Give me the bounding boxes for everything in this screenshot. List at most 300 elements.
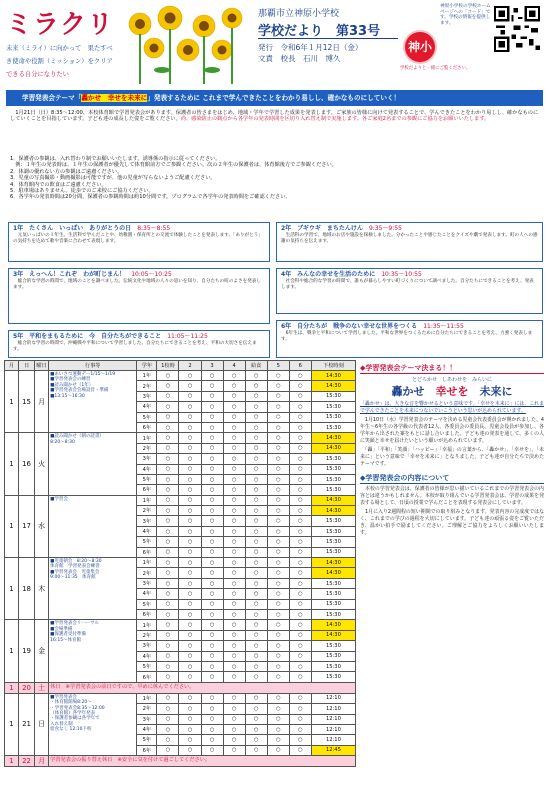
period-mark: ○	[245, 672, 267, 682]
period-mark: ○	[179, 578, 201, 588]
events-cell: ■あいさつ運動デー1/15～1/19 ■学習発表会の練習 ■読み聞かせ（1年） ■学習発表会会場設営・準備 ■13:15～16:30	[49, 371, 137, 433]
period-mark: ○	[245, 381, 267, 391]
period-mark: ○	[201, 422, 223, 432]
period-mark: ○	[289, 506, 311, 516]
period-mark: ○	[179, 620, 201, 630]
dismissal-time-cell: 15:30	[311, 402, 355, 412]
dismissal-time-cell: 15:30	[311, 589, 355, 599]
notice-item: 6．各学年の発表時間は20分間、保護者の参観時間は約10分間です。プログラムで各学年の発表時間をご確認ください。	[10, 194, 291, 201]
period-mark: ○	[289, 568, 311, 578]
period-mark: ○	[245, 714, 267, 724]
dismissal-time-cell: 15:30	[311, 516, 355, 526]
dismissal-time-cell: 15:30	[311, 526, 355, 536]
period-mark: ○	[201, 599, 223, 609]
period-mark: ○	[157, 609, 179, 619]
grade-cell: 2年	[137, 443, 157, 453]
period-mark: ○	[157, 464, 179, 474]
period-mark: ○	[267, 454, 289, 464]
dismissal-time-cell: 14:30	[311, 630, 355, 640]
weekday-cell: 日	[35, 693, 49, 755]
grade-cell: 5年	[137, 599, 157, 609]
period-mark: ○	[201, 620, 223, 630]
period-mark: ○	[267, 516, 289, 526]
period-mark: ○	[201, 661, 223, 671]
dismissal-time-cell: 15:30	[311, 672, 355, 682]
newsletter-title: ミラクリ	[6, 10, 115, 40]
period-mark: ○	[245, 609, 267, 619]
period-mark: ○	[179, 516, 201, 526]
grade-cell: 4年	[137, 724, 157, 734]
period-mark: ○	[245, 516, 267, 526]
dismissal-time-cell: 15:30	[311, 412, 355, 422]
grade-cell: 2年	[137, 630, 157, 640]
period-mark: ○	[179, 433, 201, 443]
grade-cell: 6年	[137, 609, 157, 619]
notice-item: 5．駐車場はありません。徒歩でのご来校にご協力ください。	[10, 188, 154, 195]
column-header: 行事等	[49, 361, 137, 371]
period-mark: ○	[201, 454, 223, 464]
period-mark: ○	[201, 672, 223, 682]
period-mark: ○	[245, 641, 267, 651]
period-mark: ○	[267, 474, 289, 484]
dismissal-time-cell: 15:30	[311, 599, 355, 609]
period-mark: ○	[267, 651, 289, 661]
period-mark: ○	[289, 704, 311, 714]
period-mark: ○	[245, 402, 267, 412]
period-mark: ○	[245, 651, 267, 661]
table-row	[5, 495, 356, 505]
period-mark: ○	[157, 651, 179, 661]
period-mark: ○	[223, 464, 245, 474]
schedule-header-row	[5, 361, 356, 371]
column-header: 月	[5, 361, 19, 371]
period-mark: ○	[267, 526, 289, 536]
period-mark: ○	[223, 391, 245, 401]
period-mark: ○	[201, 485, 223, 495]
period-mark: ○	[201, 402, 223, 412]
period-mark: ○	[245, 704, 267, 714]
month-cell: 1	[5, 756, 19, 767]
period-mark: ○	[179, 495, 201, 505]
period-mark: ○	[201, 609, 223, 619]
motto-reading: とどろかせ しあわせを みらいに	[411, 377, 492, 383]
weekday-cell: 月	[35, 371, 49, 433]
notice-item: 1．保護者の参観は、入れ替わり制でお願いいたします。誘導係の指示に従ってください。	[10, 156, 221, 162]
dismissal-time-cell: 15:30	[311, 578, 355, 588]
period-mark: ○	[223, 381, 245, 391]
period-mark: ○	[223, 371, 245, 381]
theme-article	[360, 363, 544, 536]
period-mark: ○	[267, 599, 289, 609]
month-cell: 1	[5, 693, 19, 755]
month-cell: 1	[5, 558, 19, 620]
period-mark: ○	[157, 412, 179, 422]
homepage-note: 神原小学校の学校ホームページへの「コード」です。学校の情報を提供します。	[440, 4, 491, 26]
grade-cell: 5年	[137, 735, 157, 745]
period-mark: ○	[179, 724, 201, 734]
period-mark: ○	[201, 495, 223, 505]
events-cell: ■学習発表会 ・体育館開場8:20～ ・学習発表会8:35～12:00 （体育館）各学年発表 ・保護者参観は各学年で 入れ替え制 給食なし 12:10下校	[49, 693, 137, 755]
period-mark: ○	[267, 402, 289, 412]
holiday-note: 休日 ※学習発表会の前日ですので、早めに休んでください。	[49, 682, 356, 693]
column-header: 3	[201, 361, 223, 371]
grade-cell: 1年	[137, 371, 157, 381]
period-mark: ○	[157, 422, 179, 432]
sunflower-illustration	[118, 4, 250, 84]
notice-item: 2．体調の優れない方の参観はご遠慮ください。	[10, 168, 123, 175]
period-mark: ○	[267, 693, 289, 703]
period-mark: ○	[245, 745, 267, 755]
period-mark: ○	[245, 599, 267, 609]
holiday-note: 学習発表会の振り替え休日 ※安全に気を付けて過ごしてください。	[49, 756, 356, 767]
period-mark: ○	[223, 516, 245, 526]
holiday-row	[5, 682, 356, 693]
grade-4-box: 4年 みんなの幸せを生活のために 10:35～10:55 社会科や総合的な学習の時間で、誰もが暮らしやすい町づくりについて調べました。自分たちにできることを考え、発表します。	[276, 268, 543, 314]
period-mark: ○	[267, 609, 289, 619]
period-mark: ○	[245, 506, 267, 516]
grade-cell: 4年	[137, 589, 157, 599]
period-mark: ○	[157, 381, 179, 391]
dismissal-time-cell: 15:30	[311, 641, 355, 651]
period-mark: ○	[157, 474, 179, 484]
theme-motto: 轟かせ 幸せを 未来に	[391, 385, 513, 398]
period-mark: ○	[267, 547, 289, 557]
dismissal-time-cell: 14:30	[311, 433, 355, 443]
dismissal-time-cell: 15:30	[311, 661, 355, 671]
period-mark: ○	[201, 714, 223, 724]
period-mark: ○	[289, 599, 311, 609]
period-mark: ○	[201, 589, 223, 599]
period-mark: ○	[179, 651, 201, 661]
period-mark: ○	[223, 609, 245, 619]
period-mark: ○	[223, 704, 245, 714]
period-mark: ○	[201, 391, 223, 401]
period-mark: ○	[223, 661, 245, 671]
period-mark: ○	[179, 537, 201, 547]
notice-list	[10, 156, 540, 201]
period-mark: ○	[201, 724, 223, 734]
period-mark: ○	[157, 630, 179, 640]
grade-cell: 4年	[137, 464, 157, 474]
grade-cell: 2年	[137, 506, 157, 516]
grade-cell: 6年	[137, 745, 157, 755]
period-mark: ○	[245, 735, 267, 745]
period-mark: ○	[179, 402, 201, 412]
grade-cell: 4年	[137, 402, 157, 412]
period-mark: ○	[179, 381, 201, 391]
grade-cell: 6年	[137, 422, 157, 432]
period-mark: ○	[245, 589, 267, 599]
period-mark: ○	[157, 402, 179, 412]
period-mark: ○	[157, 516, 179, 526]
period-mark: ○	[223, 537, 245, 547]
period-mark: ○	[289, 412, 311, 422]
weekday-cell: 土	[35, 682, 49, 693]
period-mark: ○	[289, 547, 311, 557]
period-mark: ○	[267, 714, 289, 724]
dismissal-time-cell: 12:10	[311, 724, 355, 734]
grade-cell: 3年	[137, 454, 157, 464]
period-mark: ○	[289, 516, 311, 526]
period-mark: ○	[289, 371, 311, 381]
dismissal-time-cell: 15:30	[311, 454, 355, 464]
period-mark: ○	[223, 547, 245, 557]
day-cell: 21	[19, 693, 35, 755]
period-mark: ○	[223, 630, 245, 640]
article-paragraph: 1月に入り2週間程の短い期間での取り組みとなります。発表内容の完成度ではなく、これまでの学びの過程を大切にしています。子ども達の頑張る姿をご覧いただき、温かい拍手で励ましてください。ご理解とご協力をよろしくお願いいたします。	[360, 509, 544, 536]
school-mission: 未来（ミライ）に向かって 果たすべ き使命や役割（ミッション）をクリア できる自分になりたい	[6, 45, 113, 78]
period-mark: ○	[245, 568, 267, 578]
period-mark: ○	[267, 485, 289, 495]
period-mark: ○	[179, 568, 201, 578]
month-cell: 1	[5, 433, 19, 495]
period-mark: ○	[179, 485, 201, 495]
period-mark: ○	[201, 630, 223, 640]
day-cell: 22	[19, 756, 35, 767]
period-mark: ○	[223, 641, 245, 651]
period-mark: ○	[289, 620, 311, 630]
grade-cell: 6年	[137, 672, 157, 682]
period-mark: ○	[267, 630, 289, 640]
grade-1-box: 1年 たくさん いっぱい ありがとうの日 8:35～8:55 元気いっぱいの１年生。生活科で学んだことや、幼稚園・保育所との交流で体験したことを発表します。「ありがとう」の気持ちを込めて歌や音楽に合わせて表現します。	[8, 222, 270, 262]
grade-cell: 3年	[137, 391, 157, 401]
period-mark: ○	[223, 558, 245, 568]
period-mark: ○	[267, 578, 289, 588]
period-mark: ○	[179, 506, 201, 516]
period-mark: ○	[267, 724, 289, 734]
dismissal-time-cell: 15:30	[311, 485, 355, 495]
period-mark: ○	[289, 714, 311, 724]
period-mark: ○	[157, 526, 179, 536]
period-mark: ○	[179, 693, 201, 703]
period-mark: ○	[223, 672, 245, 682]
column-header: 5	[267, 361, 289, 371]
grade-cell: 5年	[137, 412, 157, 422]
period-mark: ○	[289, 641, 311, 651]
period-mark: ○	[245, 578, 267, 588]
period-mark: ○	[179, 391, 201, 401]
period-mark: ○	[179, 609, 201, 619]
period-mark: ○	[245, 391, 267, 401]
grade-cell: 1年	[137, 620, 157, 630]
dismissal-time-cell: 12:10	[311, 704, 355, 714]
period-mark: ○	[289, 433, 311, 443]
period-mark: ○	[201, 745, 223, 755]
period-mark: ○	[201, 516, 223, 526]
period-mark: ○	[245, 630, 267, 640]
dismissal-time-cell: 14:30	[311, 568, 355, 578]
publication-info: 発行 令和6年１月12日（金） 文責 校長 石川 博久	[258, 43, 363, 63]
period-mark: ○	[157, 724, 179, 734]
grade-cell: 1年	[137, 433, 157, 443]
period-mark: ○	[267, 672, 289, 682]
period-mark: ○	[201, 381, 223, 391]
day-cell: 20	[19, 682, 35, 693]
period-mark: ○	[223, 714, 245, 724]
day-cell: 17	[19, 495, 35, 557]
period-mark: ○	[223, 578, 245, 588]
weekday-cell: 金	[35, 620, 49, 682]
period-mark: ○	[179, 443, 201, 453]
column-header: 4	[223, 361, 245, 371]
column-header: 下校時刻	[311, 361, 355, 371]
month-cell: 1	[5, 371, 19, 433]
grade-3-box: 3年 えっへん！これぞ わが町じまん！ 10:05～10:25 総合的な学習の時間で、地域のことを調べました。伝統文化や地域の人々の思いを知り、自分たちの町のよさを発表します。	[8, 268, 270, 324]
period-mark: ○	[201, 651, 223, 661]
period-mark: ○	[245, 371, 267, 381]
column-header: 1校時	[157, 361, 179, 371]
day-cell: 16	[19, 433, 35, 495]
events-cell: ■読み聞かせ（朝の読書） 8:20～8:30	[49, 433, 137, 495]
period-mark: ○	[245, 558, 267, 568]
period-mark: ○	[179, 714, 201, 724]
period-mark: ○	[267, 537, 289, 547]
period-mark: ○	[157, 693, 179, 703]
period-mark: ○	[179, 558, 201, 568]
period-mark: ○	[245, 412, 267, 422]
period-mark: ○	[157, 589, 179, 599]
notice-item: 3．児童の写真撮影・動画撮影は可能ですが、他の児童が写らないようご配慮ください。	[10, 175, 216, 182]
school-name: 那覇市立神原小学校	[258, 9, 340, 19]
period-mark: ○	[245, 474, 267, 484]
period-mark: ○	[289, 651, 311, 661]
dismissal-time-cell: 12:10	[311, 693, 355, 703]
period-mark: ○	[289, 391, 311, 401]
dismissal-time-cell: 14:30	[311, 381, 355, 391]
period-mark: ○	[201, 641, 223, 651]
events-cell: ■児童朝会 8:20～8:30 体育館 学習発表会練習 ■学習発表会 児童集会 9:00～11:35 体育館	[49, 558, 137, 620]
period-mark: ○	[267, 371, 289, 381]
period-mark: ○	[223, 526, 245, 536]
grade-cell: 6年	[137, 547, 157, 557]
period-mark: ○	[223, 599, 245, 609]
column-header: 2	[179, 361, 201, 371]
period-mark: ○	[201, 568, 223, 578]
period-mark: ○	[267, 589, 289, 599]
grade-cell: 5年	[137, 474, 157, 484]
period-mark: ○	[223, 735, 245, 745]
grade-cell: 1年	[137, 558, 157, 568]
period-mark: ○	[201, 371, 223, 381]
period-mark: ○	[157, 547, 179, 557]
period-mark: ○	[267, 745, 289, 755]
column-header: 日	[19, 361, 35, 371]
period-mark: ○	[267, 568, 289, 578]
dismissal-time-cell: 14:30	[311, 443, 355, 453]
period-mark: ○	[223, 412, 245, 422]
day-cell: 15	[19, 371, 35, 433]
period-mark: ○	[289, 464, 311, 474]
period-mark: ○	[223, 443, 245, 453]
theme-highlight: 轟かせ 幸せを未来に	[81, 94, 148, 102]
dismissal-time-cell: 15:30	[311, 609, 355, 619]
grade-cell: 5年	[137, 537, 157, 547]
period-mark: ○	[201, 704, 223, 714]
period-mark: ○	[157, 672, 179, 682]
period-mark: ○	[289, 609, 311, 619]
period-mark: ○	[267, 495, 289, 505]
period-mark: ○	[267, 422, 289, 432]
period-mark: ○	[223, 433, 245, 443]
period-mark: ○	[201, 537, 223, 547]
period-mark: ○	[223, 724, 245, 734]
period-mark: ○	[179, 745, 201, 755]
period-mark: ○	[223, 693, 245, 703]
period-mark: ○	[267, 381, 289, 391]
period-mark: ○	[157, 599, 179, 609]
table-row	[5, 433, 356, 443]
grade-2-box: 2年 ブギウギ まちたんけん 9:35～9:55 生活科の学習で、地域のお店や施設を探検しました。分かったことや感じたことをクイズや劇で発表します。町の人への感謝の気持ちを伝えます。	[276, 222, 543, 262]
period-mark: ○	[267, 661, 289, 671]
period-mark: ○	[179, 630, 201, 640]
period-mark: ○	[201, 464, 223, 474]
period-mark: ○	[267, 464, 289, 474]
qr-code-icon[interactable]	[494, 6, 540, 52]
period-mark: ○	[201, 506, 223, 516]
holiday-row	[5, 756, 356, 767]
period-mark: ○	[157, 495, 179, 505]
period-mark: ○	[289, 495, 311, 505]
grade-cell: 1年	[137, 693, 157, 703]
period-mark: ○	[223, 454, 245, 464]
dismissal-time-cell: 14:30	[311, 620, 355, 630]
dismissal-time-cell: 15:30	[311, 651, 355, 661]
column-header: 給食	[245, 361, 267, 371]
period-mark: ○	[289, 724, 311, 734]
period-mark: ○	[223, 589, 245, 599]
period-mark: ○	[245, 526, 267, 536]
period-mark: ○	[157, 537, 179, 547]
dismissal-time-cell: 12:45	[311, 745, 355, 755]
period-mark: ○	[157, 443, 179, 453]
period-mark: ○	[245, 422, 267, 432]
period-mark: ○	[179, 599, 201, 609]
period-mark: ○	[289, 745, 311, 755]
dismissal-time-cell: 14:30	[311, 495, 355, 505]
qr-hint: 学校だよりと一緒にご覧ください。	[400, 66, 471, 71]
period-mark: ○	[289, 485, 311, 495]
period-mark: ○	[201, 443, 223, 453]
period-mark: ○	[223, 474, 245, 484]
period-mark: ○	[157, 454, 179, 464]
period-mark: ○	[223, 402, 245, 412]
period-mark: ○	[157, 704, 179, 714]
period-mark: ○	[267, 391, 289, 401]
period-mark: ○	[267, 443, 289, 453]
dismissal-time-cell: 15:30	[311, 547, 355, 557]
period-mark: ○	[223, 495, 245, 505]
period-mark: ○	[223, 651, 245, 661]
period-mark: ○	[245, 485, 267, 495]
period-mark: ○	[245, 620, 267, 630]
period-mark: ○	[267, 620, 289, 630]
dismissal-time-cell: 15:30	[311, 474, 355, 484]
period-mark: ○	[157, 661, 179, 671]
period-mark: ○	[201, 526, 223, 536]
period-mark: ○	[267, 433, 289, 443]
period-mark: ○	[201, 735, 223, 745]
period-mark: ○	[157, 506, 179, 516]
grade-cell: 3年	[137, 714, 157, 724]
weekday-cell: 水	[35, 495, 49, 557]
dismissal-time-cell: 15:30	[311, 422, 355, 432]
grade-cell: 4年	[137, 526, 157, 536]
period-mark: ○	[157, 735, 179, 745]
period-mark: ○	[289, 589, 311, 599]
grade-cell: 5年	[137, 661, 157, 671]
period-mark: ○	[201, 474, 223, 484]
period-mark: ○	[289, 735, 311, 745]
